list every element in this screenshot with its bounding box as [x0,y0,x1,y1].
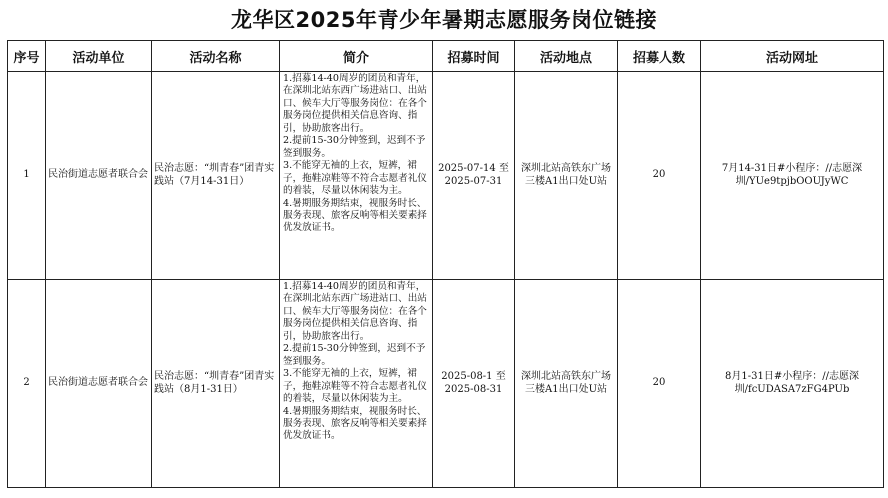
intro-line: 4.暑期服务期结束，视服务时长、服务表现、旅客反响等相关要素择优发放证书。 [283,197,427,234]
row-url[interactable]: 8月1-31日#小程序：//志愿深圳/fcUDASA7zFG4PUb [701,280,884,488]
row-count: 20 [618,72,701,280]
intro-line: 1.招募14-40周岁的团员和青年，在深圳北站东西广场进站口、出站口、候车大厅等服务岗位：在各个服务岗位提供相关信息咨询、指引，协助旅客出行。 [283,281,427,342]
header-index: 序号 [8,41,46,72]
header-url: 活动网址 [701,41,884,72]
header-place: 活动地点 [515,41,618,72]
row-unit: 民治街道志愿者联合会 [46,280,152,488]
intro-line: 2.提前15-30分钟签到，迟到不予签到服务。 [283,135,426,159]
row-place: 深圳北站高铁东广场三楼A1出口处U站 [515,280,618,488]
row-recruit-time: 2025-08-1 至 2025-08-31 [433,280,515,488]
row-index: 2 [8,280,46,488]
intro-line: 3.不能穿无袖的上衣，短裤，裙子，拖鞋凉鞋等不符合志愿者礼仪的着装，尽量以休闲装为主。 [283,368,427,405]
row-activity-name: 民治志愿：“圳青春”团青实践站（8月1-31日） [152,280,280,488]
header-row [8,41,884,72]
row-activity-name: 民治志愿：“圳青春”团青实践站（7月14-31日） [152,72,280,280]
intro-line: 4.暑期服务期结束，视服务时长、服务表现、旅客反响等相关要素择优发放证书。 [283,405,427,442]
header-intro: 简介 [280,41,433,72]
row-url[interactable]: 7月14-31日#小程序：//志愿深圳/YUe9tpjbOOUJyWC [701,72,884,280]
header-count: 招募人数 [618,41,701,72]
row-intro [280,72,433,280]
header-name: 活动名称 [152,41,280,72]
row-index: 1 [8,72,46,280]
table-row [8,72,884,280]
intro-line: 3.不能穿无袖的上衣，短裤，裙子，拖鞋凉鞋等不符合志愿者礼仪的着装，尽量以休闲装为主。 [283,160,427,197]
volunteer-posts-table [7,40,884,488]
row-unit: 民治街道志愿者联合会 [46,72,152,280]
intro-line: 1.招募14-40周岁的团员和青年，在深圳北站东西广场进站口、出站口、候车大厅等服务岗位：在各个服务岗位提供相关信息咨询、指引，协助旅客出行。 [283,73,427,134]
row-place: 深圳北站高铁东广场三楼A1出口处U站 [515,72,618,280]
row-count: 20 [618,280,701,488]
table-row [8,280,884,488]
row-recruit-time: 2025-07-14 至 2025-07-31 [433,72,515,280]
header-time: 招募时间 [433,41,515,72]
header-unit: 活动单位 [46,41,152,72]
row-intro [280,280,433,488]
page-title: 龙华区2025年青少年暑期志愿服务岗位链接 [231,8,657,32]
intro-line: 2.提前15-30分钟签到，迟到不予签到服务。 [283,343,426,367]
